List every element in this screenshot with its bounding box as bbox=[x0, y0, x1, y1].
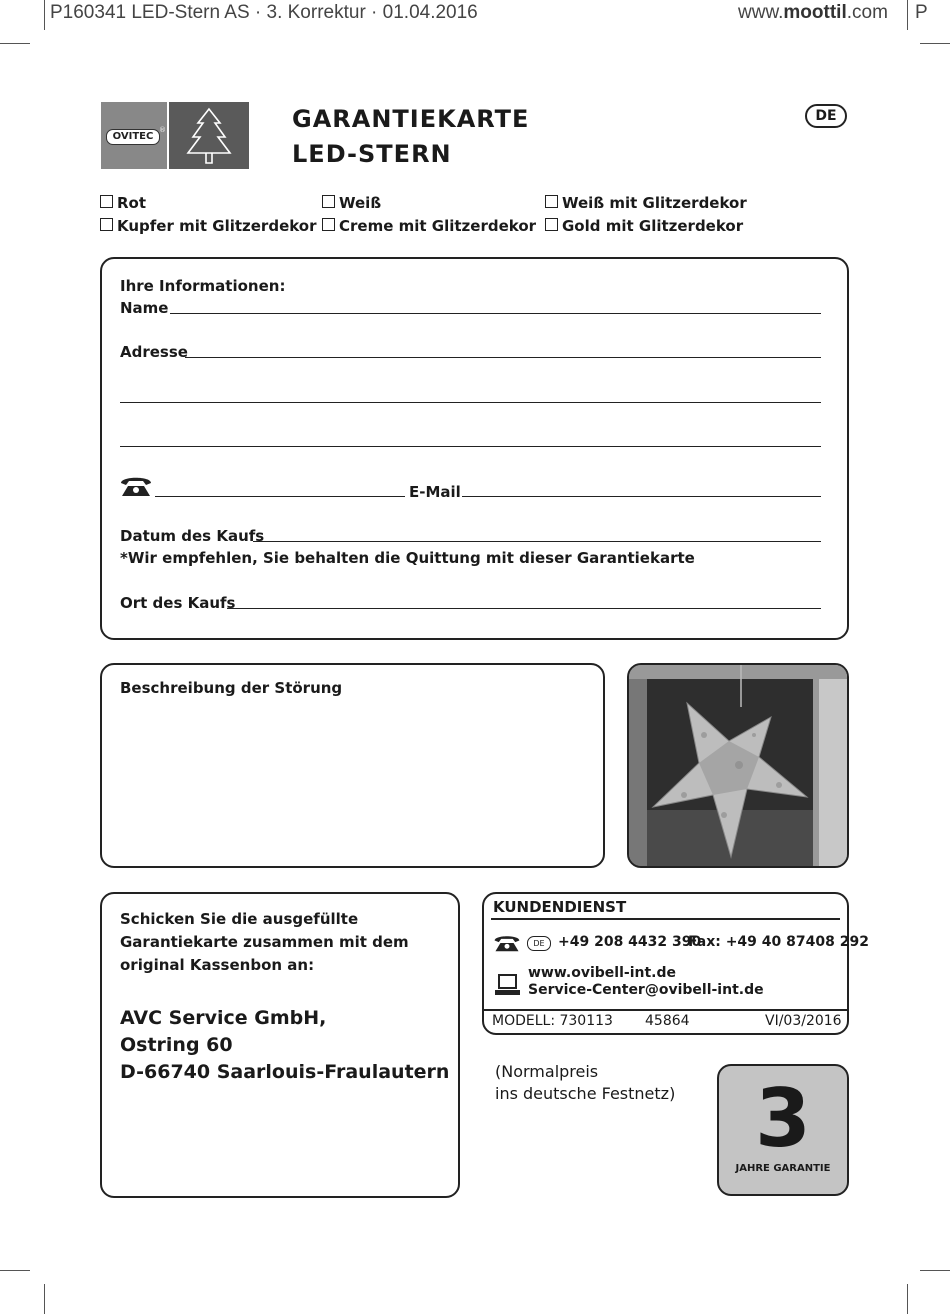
service-address: AVC Service GmbH, Ostring 60 D-66740 Saarlouis-Fraulautern bbox=[120, 1007, 450, 1083]
brand-label: OVITEC bbox=[106, 129, 160, 145]
option-rot[interactable]: Rot bbox=[100, 194, 146, 212]
receipt-note: *Wir empfehlen, Sie behalten die Quittung mit dieser Garantiekarte bbox=[120, 549, 695, 567]
product-photo bbox=[627, 663, 849, 868]
service-heading: KUNDENDIENST bbox=[493, 898, 627, 916]
tree-icon bbox=[183, 106, 235, 166]
name-field[interactable] bbox=[170, 313, 821, 314]
address-field-1[interactable] bbox=[185, 357, 821, 358]
crop-mark bbox=[920, 43, 950, 44]
service-web[interactable]: www.ovibell-int.de bbox=[528, 965, 676, 981]
version-code: VI/03/2016 bbox=[765, 1013, 842, 1029]
warranty-years: 3 bbox=[755, 1072, 811, 1165]
purchase-date-field[interactable] bbox=[253, 541, 821, 542]
checkbox[interactable] bbox=[545, 195, 558, 208]
service-fax: Fax: +49 40 87408 292 bbox=[688, 934, 869, 950]
fault-label: Beschreibung der Störung bbox=[120, 679, 343, 697]
crop-mark bbox=[44, 0, 45, 30]
option-weiss[interactable]: Weiß bbox=[322, 194, 381, 212]
address-label: Adresse bbox=[120, 343, 188, 361]
service-email[interactable]: Service-Center@ovibell-int.de bbox=[528, 982, 764, 998]
option-kupfer-glitzer[interactable]: Kupfer mit Glitzerdekor bbox=[100, 217, 317, 235]
purchase-place-label: Ort des Kaufs bbox=[120, 594, 236, 612]
option-weiss-glitzer[interactable]: Weiß mit Glitzerdekor bbox=[545, 194, 747, 212]
purchase-date-label: Datum des Kaufs bbox=[120, 527, 265, 545]
crop-mark bbox=[920, 1270, 950, 1271]
address-field-2[interactable] bbox=[120, 402, 821, 403]
job-line: P160341 LED-Stern AS · 3. Korrektur · 01.04.2016 bbox=[50, 2, 478, 23]
crop-mark bbox=[44, 1284, 45, 1314]
checkbox[interactable] bbox=[322, 195, 335, 208]
send-instruction: Schicken Sie die ausgefüllte Garantiekarte zusammen mit dem original Kassenbon an: bbox=[120, 910, 409, 974]
crop-mark bbox=[907, 0, 908, 30]
purchase-place-field[interactable] bbox=[227, 608, 821, 609]
crop-mark bbox=[907, 1284, 908, 1314]
divider bbox=[491, 918, 840, 920]
country-badge: DE bbox=[527, 936, 551, 951]
page-title: GARANTIEKARTE LED-STERN bbox=[292, 105, 530, 168]
ovitec-logo: OVITEC ® bbox=[101, 102, 249, 169]
phone-icon bbox=[119, 474, 153, 498]
crop-mark bbox=[0, 43, 30, 44]
option-creme-glitzer[interactable]: Creme mit Glitzerdekor bbox=[322, 217, 536, 235]
phone-icon bbox=[493, 933, 521, 953]
info-heading: Ihre Informationen: bbox=[120, 277, 286, 295]
checkbox[interactable] bbox=[100, 195, 113, 208]
model-number: MODELL: 730113 bbox=[492, 1013, 613, 1029]
address-field-3[interactable] bbox=[120, 446, 821, 447]
checkbox[interactable] bbox=[100, 218, 113, 231]
site-url[interactable]: www.moottil.com bbox=[738, 2, 888, 23]
name-label: Name bbox=[120, 299, 169, 317]
checkbox[interactable] bbox=[545, 218, 558, 231]
language-badge: DE bbox=[805, 104, 847, 128]
email-field[interactable] bbox=[462, 496, 821, 497]
checkbox[interactable] bbox=[322, 218, 335, 231]
email-label: E-Mail bbox=[409, 483, 461, 501]
divider bbox=[484, 1009, 847, 1011]
phone-field[interactable] bbox=[155, 496, 405, 497]
warranty-badge bbox=[717, 1064, 849, 1196]
price-note: (Normalpreis ins deutsche Festnetz) bbox=[495, 1062, 676, 1103]
page-letter: P bbox=[915, 2, 928, 23]
crop-mark bbox=[0, 1270, 30, 1271]
warranty-label: JAHRE GARANTIE bbox=[735, 1163, 831, 1174]
option-gold-glitzer[interactable]: Gold mit Glitzerdekor bbox=[545, 217, 743, 235]
info-form-box bbox=[100, 257, 849, 640]
computer-icon bbox=[494, 973, 521, 997]
service-phone[interactable]: +49 208 4432 390 bbox=[558, 934, 702, 950]
article-number: 45864 bbox=[645, 1013, 690, 1029]
